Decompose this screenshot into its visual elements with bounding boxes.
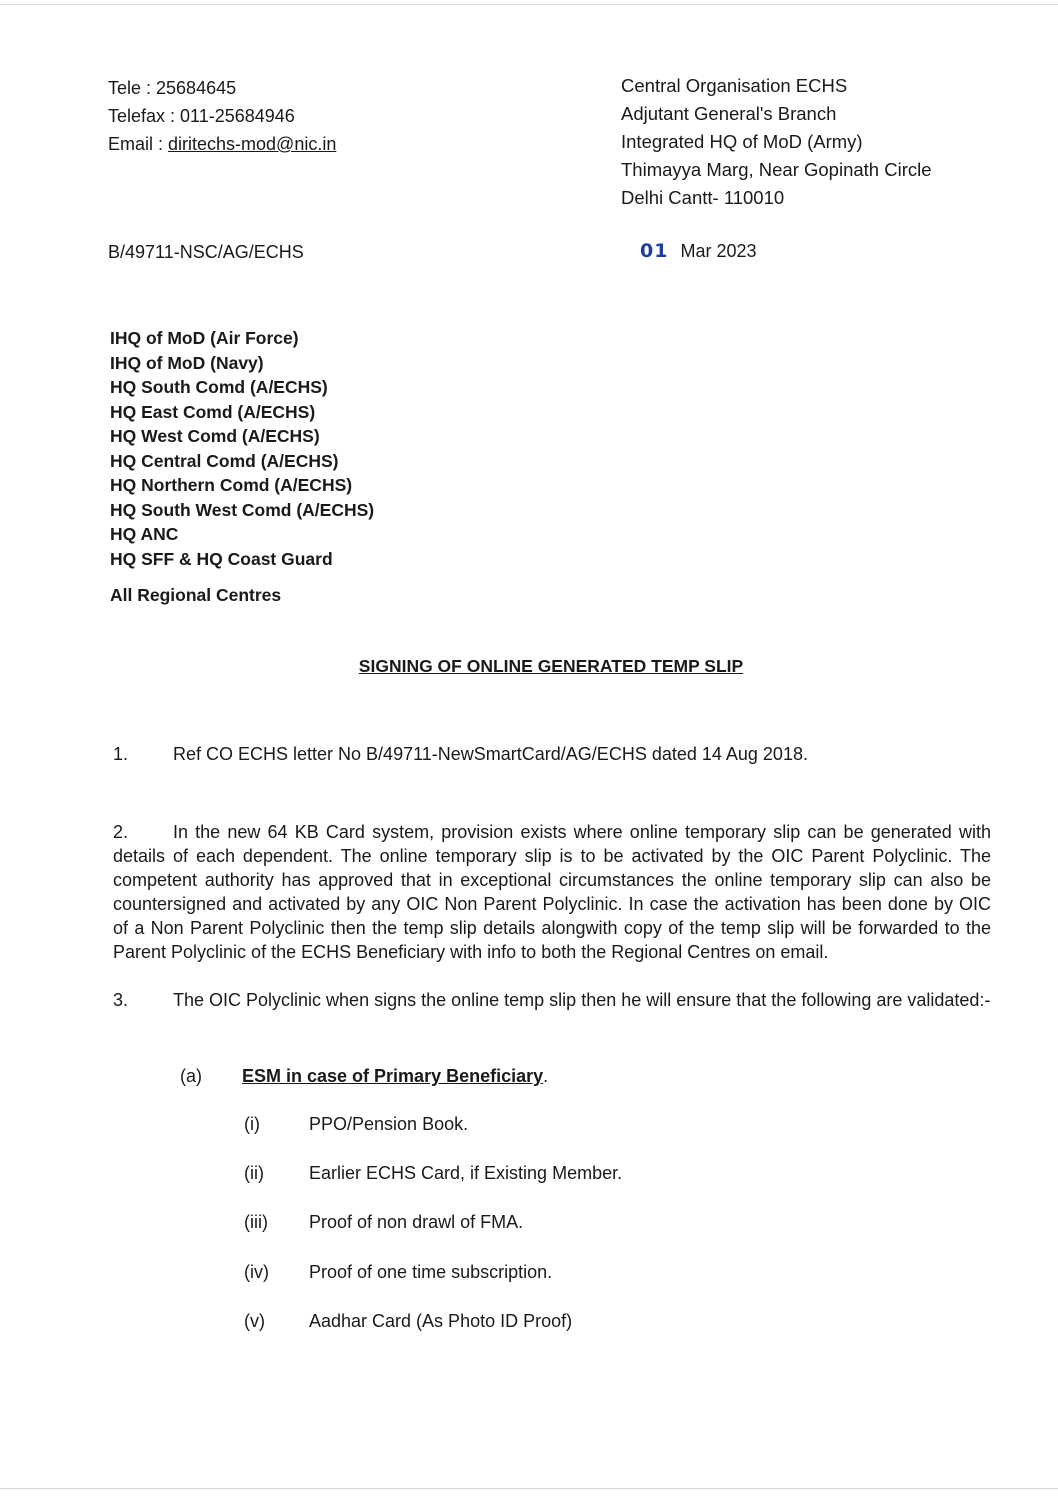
- addressee-item: HQ South Comd (A/ECHS): [110, 377, 328, 397]
- paragraph-number: 1.: [113, 744, 129, 764]
- paragraph-1: [113, 742, 991, 766]
- email-link[interactable]: diritechs-mod@nic.in: [168, 134, 337, 154]
- list-item-number: (iv): [244, 1262, 269, 1282]
- list-item-number: (iii): [244, 1212, 268, 1232]
- sub-section-title: ESM in case of Primary Beneficiary: [242, 1066, 544, 1086]
- list-item-number: (v): [244, 1311, 265, 1331]
- tele-line: Tele : 25684645: [108, 78, 237, 98]
- paragraph-3: [113, 988, 991, 1012]
- sub-section-heading: (a) ESM in case of Primary Beneficiary.: [180, 1066, 549, 1086]
- scan-edge-top: [0, 4, 1058, 5]
- addressee-item: HQ East Comd (A/ECHS): [110, 401, 316, 422]
- list-item: [244, 1114, 468, 1135]
- addressee-all-regional-centres: All Regional Centres: [110, 585, 282, 605]
- list-item-number: (ii): [244, 1163, 264, 1183]
- addressee-item: IHQ of MoD (Air Force): [110, 328, 299, 348]
- subject-heading: SIGNING OF ONLINE GENERATED TEMP SLIP: [358, 656, 744, 676]
- scan-edge-bottom: [0, 1488, 1058, 1489]
- email-label: Email :: [108, 134, 169, 154]
- paragraph-text: In the new 64 KB Card system, provision exists where online temporary slip can be generated with details of each dependent. The online temporary slip is to be activated by the OIC Parent Polyclinic. The competent authority has approved that in exceptional circumstances the online temporary slip can also be countersigned and activated by any OIC Non Parent Polyclinic. In case the activation has been done by OIC of a Non Parent Polyclinic then the temp slip details alongwith copy of the temp slip will be forwarded to the Parent Polyclinic of the ECHS Beneficiary with info to both the Regional Centres on email.: [113, 822, 991, 962]
- paragraph-text: The OIC Polyclinic when signs the online temp slip then he will ensure that the following are validated:-: [173, 990, 991, 1010]
- addressee-list: [110, 326, 374, 608]
- list-item: [244, 1163, 622, 1184]
- paragraph-text: Ref CO ECHS letter No B/49711-NewSmartCard/AG/ECHS dated 14 Aug 2018.: [173, 744, 808, 764]
- paragraph-2: [113, 820, 991, 964]
- address-line: Adjutant General's Branch: [621, 103, 837, 124]
- list-item: [244, 1311, 572, 1332]
- list-item-text: Aadhar Card (As Photo ID Proof): [309, 1311, 573, 1331]
- sub-section-label: (a): [180, 1066, 202, 1086]
- address-line: Thimayya Marg, Near Gopinath Circle: [621, 159, 932, 180]
- paragraph-number: 3.: [113, 990, 129, 1010]
- addressee-item: HQ SFF & HQ Coast Guard: [110, 548, 333, 569]
- list-item: [244, 1262, 552, 1283]
- addressee-item: HQ West Comd (A/ECHS): [110, 426, 320, 446]
- telefax-line: Telefax : 011-25684946: [108, 106, 295, 126]
- paragraph-number: 2.: [113, 822, 129, 842]
- letter-date: [640, 240, 757, 262]
- reference-number: B/49711-NSC/AG/ECHS: [108, 242, 304, 262]
- list-item-text: Proof of non drawl of FMA.: [309, 1212, 524, 1232]
- list-item: [244, 1212, 523, 1233]
- contact-block: [108, 74, 336, 158]
- date-month-year: Mar 2023: [680, 241, 757, 261]
- sender-address: [621, 72, 932, 212]
- email-line: [108, 130, 336, 158]
- address-line: Integrated HQ of MoD (Army): [621, 131, 863, 152]
- list-item-text: Proof of one time subscription.: [309, 1262, 553, 1282]
- addressee-item: HQ Northern Comd (A/ECHS): [110, 475, 353, 495]
- address-line: Central Organisation ECHS: [621, 75, 848, 96]
- addressee-item: IHQ of MoD (Navy): [110, 352, 264, 373]
- address-line: Delhi Cantt- 110010: [621, 187, 785, 208]
- list-item-text: Earlier ECHS Card, if Existing Member.: [309, 1163, 623, 1183]
- addressee-item: HQ Central Comd (A/ECHS): [110, 450, 339, 471]
- handwritten-day: 01: [640, 240, 669, 262]
- list-item-number: (i): [244, 1114, 260, 1134]
- addressee-item: HQ ANC: [110, 524, 179, 544]
- addressee-item: HQ South West Comd (A/ECHS): [110, 499, 375, 520]
- list-item-text: PPO/Pension Book.: [309, 1114, 469, 1134]
